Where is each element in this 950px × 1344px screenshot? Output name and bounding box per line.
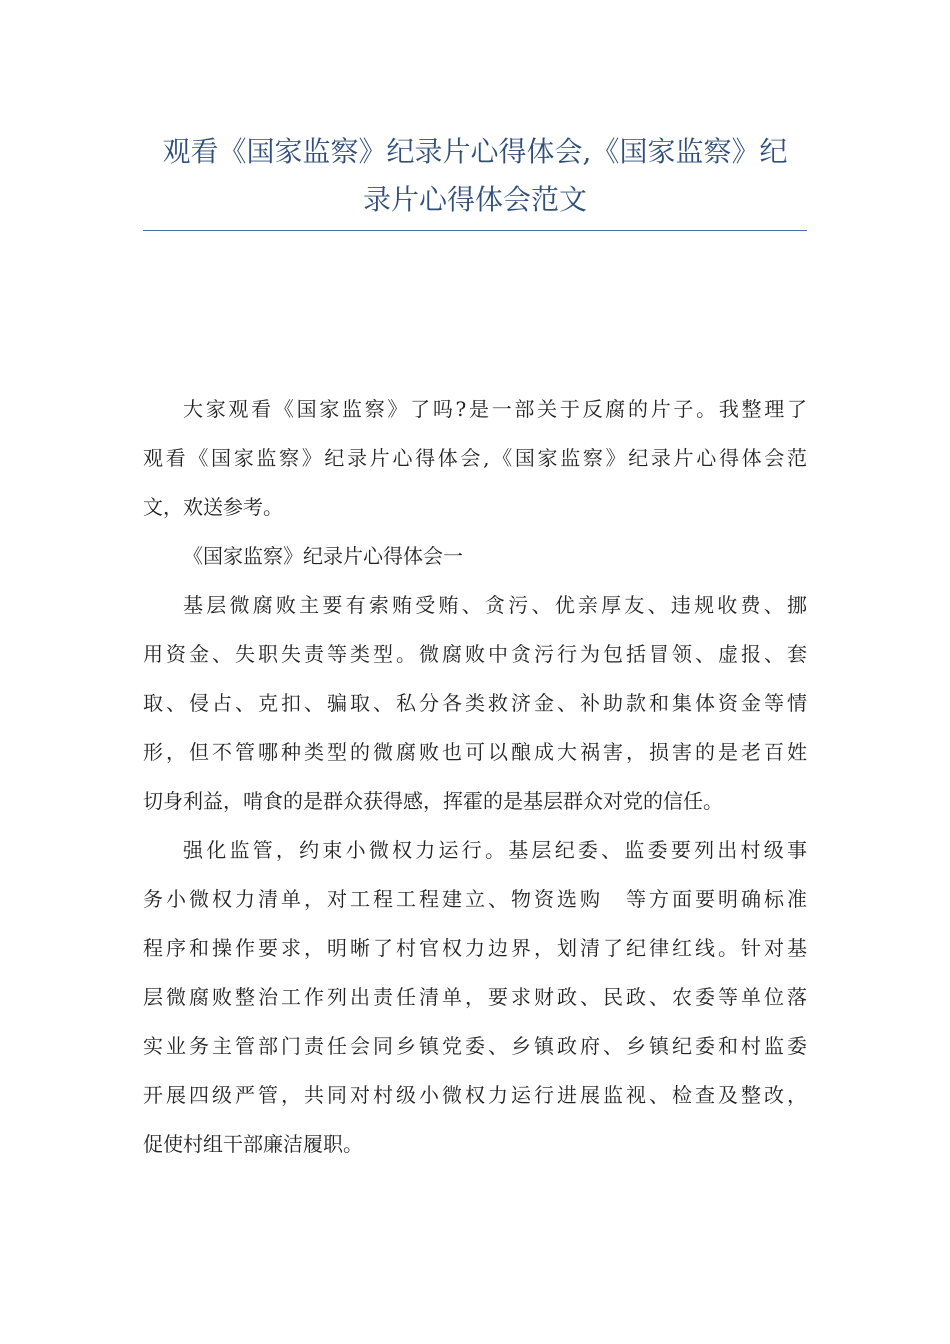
paragraph-line: 实业务主管部门责任会同乡镇党委、乡镇政府、乡镇纪委和村监委: [143, 1034, 807, 1058]
paragraph-corruption-types: [143, 581, 807, 826]
paragraph-line: 大家观看《国家监察》了吗?是一部关于反腐的片子。我整理了: [183, 397, 807, 421]
document-title: [143, 128, 807, 224]
paragraph-supervision: [143, 826, 807, 1169]
paragraph-line: 程序和操作要求，明晰了村官权力边界，划清了纪律红线。针对基: [143, 936, 807, 960]
title-divider: [143, 230, 807, 231]
paragraph-line: 用资金、失职失责等类型。微腐败中贪污行为包括冒领、虚报、套: [143, 642, 807, 666]
paragraph-intro: [143, 385, 807, 532]
paragraph-line: 切身利益，啃食的是群众获得感，挥霍的是基层群众对党的信任。: [143, 789, 723, 813]
paragraph-line: 观看《国家监察》纪录片心得体会,《国家监察》纪录片心得体会范: [143, 446, 807, 470]
paragraph-line: 文，欢送参考。: [143, 495, 283, 519]
paragraph-line: 形，但不管哪种类型的微腐败也可以酿成大祸害，损害的是老百姓: [143, 740, 807, 764]
document-body: [143, 385, 807, 1169]
paragraph-line: 基层微腐败主要有索贿受贿、贪污、优亲厚友、违规收费、挪: [183, 593, 807, 617]
paragraph-line: 强化监管，约束小微权力运行。基层纪委、监委要列出村级事: [183, 838, 807, 862]
paragraph-line: 层微腐败整治工作列出责任清单，要求财政、民政、农委等单位落: [143, 985, 807, 1009]
title-line-2: 录片心得体会范文: [362, 183, 587, 216]
paragraph-line: 开展四级严管，共同对村级小微权力运行进展监视、检查及整改，: [143, 1083, 807, 1107]
section-heading-text: 《国家监察》纪录片心得体会一: [183, 544, 463, 568]
paragraph-line: 取、侵占、克扣、骗取、私分各类救济金、补助款和集体资金等情: [143, 691, 807, 715]
paragraph-line: 务小微权力清单，对工程工程建立、物资选购 等方面要明确标准: [143, 887, 807, 911]
section-heading: [143, 532, 807, 581]
paragraph-line: 促使村组干部廉洁履职。: [143, 1132, 363, 1156]
title-line-1: 观看《国家监察》纪录片心得体会,《国家监察》纪: [162, 135, 788, 168]
